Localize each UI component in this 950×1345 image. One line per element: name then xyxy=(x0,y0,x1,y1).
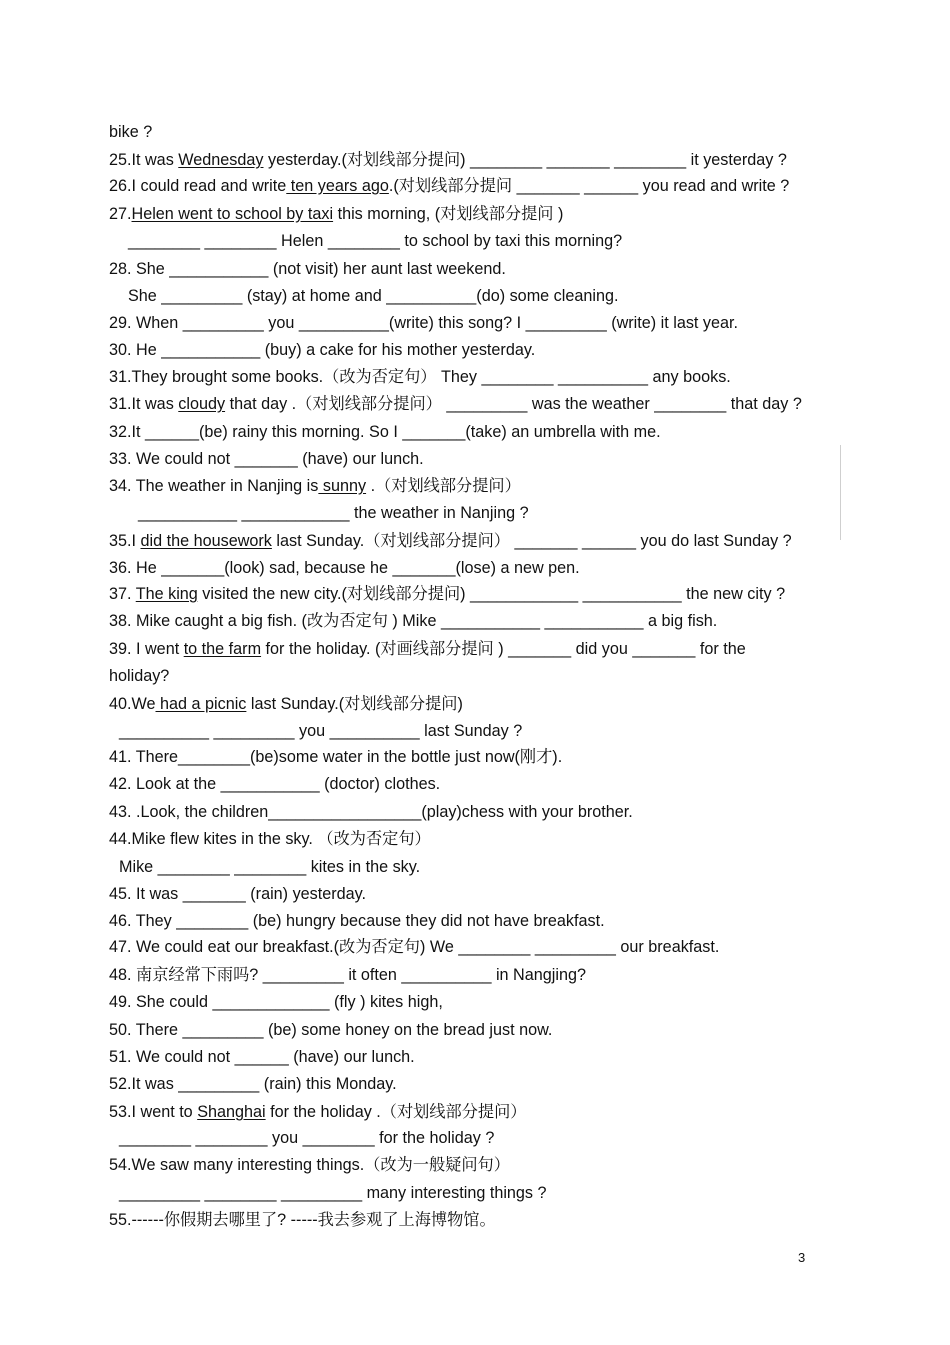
q26-part-a: 26.I could read and write xyxy=(109,177,287,195)
question-41: 41. There________(be)some water in the bottle just now(刚才). xyxy=(109,748,563,766)
question-35 xyxy=(109,528,860,554)
question-37 xyxy=(109,581,860,607)
question-55: 55.------你假期去哪里了? -----我去参观了上海博物馆。 xyxy=(109,1211,496,1229)
question-49: 49. She could _____________ (fly ) kites high, xyxy=(109,993,443,1011)
question-27 xyxy=(109,201,860,227)
q40-part-b: last Sunday.(对划线部分提问) xyxy=(246,695,463,713)
q34-part-b: .（对划线部分提问） xyxy=(366,477,521,495)
question-54-answer: _________ ________ _________ many interesting things ? xyxy=(119,1184,547,1202)
question-27-answer: ________ ________ Helen ________ to school by taxi this morning? xyxy=(128,232,623,250)
q31b-part-a: 31.It was xyxy=(109,395,179,413)
question-53 xyxy=(109,1099,860,1125)
q25-part-a: 25.It was xyxy=(109,151,179,169)
q31b-underlined: cloudy xyxy=(178,395,226,413)
question-44: 44.Mike flew kites in the sky. （改为否定句） xyxy=(109,830,431,848)
question-40 xyxy=(109,691,860,717)
question-29: 29. When _________ you __________(write) this song? I _________ (write) it last year. xyxy=(109,314,739,332)
question-39-cont: holiday? xyxy=(109,667,170,685)
question-36: 36. He _______(look) sad, because he _______(lose) a new pen. xyxy=(109,559,580,577)
question-53-answer: ________ ________ you ________ for the holiday ? xyxy=(119,1129,495,1147)
question-46: 46. They ________ (be) hungry because they did not have breakfast. xyxy=(109,912,605,930)
q34-part-a: 34. The weather in Nanjing is xyxy=(109,477,319,495)
question-31b xyxy=(109,391,860,417)
q39-underlined: to the farm xyxy=(183,640,262,658)
question-34-answer: ___________ ____________ the weather in Nanjing ? xyxy=(138,504,529,522)
question-32: 32.It ______(be) rainy this morning. So I _______(take) an umbrella with me. xyxy=(109,423,661,441)
q27-underlined: Helen went to school by taxi xyxy=(131,205,334,223)
q26-part-b: .(对划线部分提问 _______ ______ you read and write ? xyxy=(388,177,790,195)
q37-underlined: The king xyxy=(135,585,198,603)
question-45: 45. It was _______ (rain) yesterday. xyxy=(109,885,367,903)
q53-part-b: for the holiday .（对划线部分提问） xyxy=(265,1103,527,1121)
question-25 xyxy=(109,147,860,173)
q37-part-a: 37. xyxy=(109,585,136,603)
line-bike: bike ? xyxy=(109,123,153,141)
question-28: 28. She ___________ (not visit) her aunt last weekend. xyxy=(109,260,506,278)
q35-underlined: did the housework xyxy=(140,532,272,550)
margin-rule xyxy=(840,445,841,540)
q37-part-b: visited the new city.(对划线部分提问) ____________ ___________ the new city ? xyxy=(197,585,786,603)
q35-part-b: last Sunday.（对划线部分提问） _______ ______ you do last Sunday ? xyxy=(271,532,792,550)
question-50: 50. There _________ (be) some honey on the bread just now. xyxy=(109,1021,553,1039)
question-40-answer: __________ _________ you __________ last Sunday ? xyxy=(119,722,523,740)
q25-underlined: Wednesday xyxy=(178,151,264,169)
question-42: 42. Look at the ___________ (doctor) clothes. xyxy=(109,775,441,793)
question-54: 54.We saw many interesting things.（改为一般疑问句） xyxy=(109,1156,510,1174)
question-51: 51. We could not ______ (have) our lunch. xyxy=(109,1048,415,1066)
q27-part-b: this morning, (对划线部分提问 ) xyxy=(333,205,564,223)
question-52: 52.It was _________ (rain) this Monday. xyxy=(109,1075,397,1093)
question-39 xyxy=(109,636,860,662)
q25-part-b: yesterday.(对划线部分提问) ________ _______ ________ it yesterday ? xyxy=(263,151,787,169)
q40-underlined: had a picnic xyxy=(155,695,247,713)
question-28b: She _________ (stay) at home and __________(do) some cleaning. xyxy=(128,287,619,305)
q34-underlined: sunny xyxy=(318,477,367,495)
question-48: 48. 南京经常下雨吗? _________ it often __________ in Nangjing? xyxy=(109,966,586,984)
question-38: 38. Mike caught a big fish. (改为否定句 ) Mike ___________ ___________ a big fish. xyxy=(109,612,718,630)
q35-part-a: 35.I xyxy=(109,532,141,550)
q39-part-b: for the holiday. (对画线部分提问 ) _______ did you _______ for the xyxy=(261,640,746,658)
question-31a: 31.They brought some books.（改为否定句） They ________ __________ any books. xyxy=(109,368,731,386)
question-33: 33. We could not _______ (have) our lunch. xyxy=(109,450,424,468)
question-44-answer: Mike ________ ________ kites in the sky. xyxy=(119,858,421,876)
q53-underlined: Shanghai xyxy=(197,1103,266,1121)
q26-underlined: ten years ago xyxy=(286,177,389,195)
question-26 xyxy=(109,173,860,199)
page-number: 3 xyxy=(798,1250,806,1265)
question-43: 43. .Look, the children_________________(play)chess with your brother. xyxy=(109,803,633,821)
q27-part-a: 27. xyxy=(109,205,132,223)
q39-part-a: 39. I went xyxy=(109,640,184,658)
q31b-part-b: that day .（对划线部分提问） _________ was the weather ________ that day ? xyxy=(225,395,802,413)
question-34 xyxy=(109,473,860,499)
question-30: 30. He ___________ (buy) a cake for his mother yesterday. xyxy=(109,341,536,359)
q40-part-a: 40.We xyxy=(109,695,156,713)
q53-part-a: 53.I went to xyxy=(109,1103,198,1121)
question-47: 47. We could eat our breakfast.(改为否定句) We ________ _________ our breakfast. xyxy=(109,938,720,956)
